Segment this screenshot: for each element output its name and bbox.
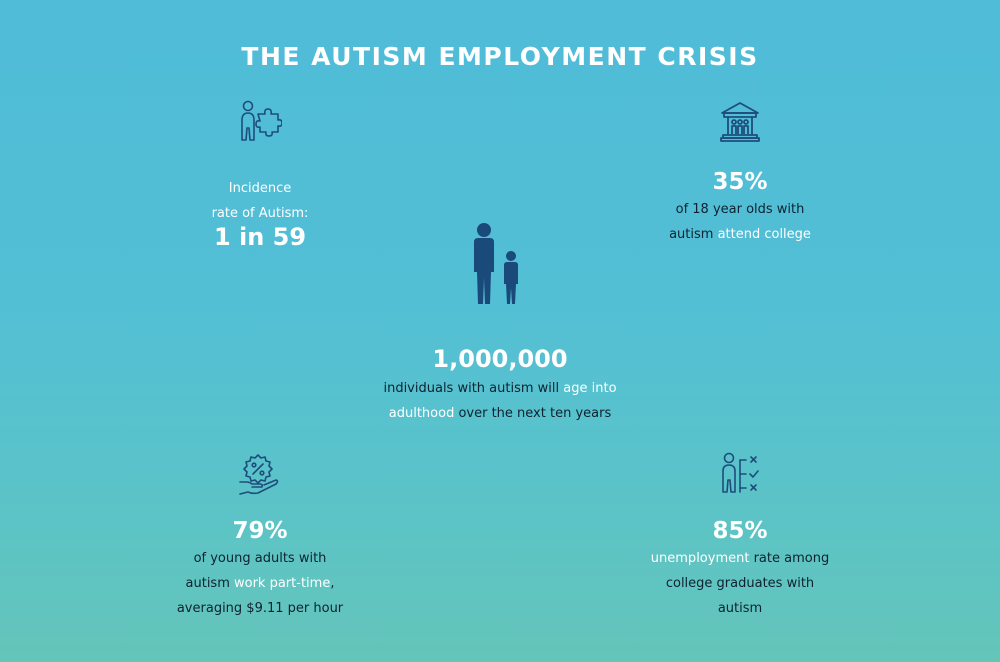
parttime-stat	[120, 516, 400, 621]
adult-and-child-icon	[470, 222, 524, 306]
adulthood-line2	[300, 401, 700, 426]
incidence-stat	[160, 176, 360, 252]
parttime-line2-text: autism	[185, 576, 234, 591]
parttime-highlight: work part-time	[234, 576, 331, 591]
adulthood-highlight-2: adulthood	[388, 406, 455, 421]
incidence-label-line1: Incidence	[228, 181, 292, 196]
unemployment-value: 85%	[712, 518, 768, 544]
parttime-line2-comma: ,	[330, 576, 335, 591]
unemployment-line2: college graduates with	[665, 576, 815, 591]
college-value: 35%	[712, 169, 768, 195]
unemployment-highlight: unemployment	[650, 551, 750, 566]
parttime-value: 79%	[232, 518, 288, 544]
parttime-line3: averaging $9.11 per hour	[176, 601, 344, 616]
unemployment-line3: autism	[717, 601, 763, 616]
person-checklist-icon	[720, 452, 762, 496]
percent-hand-icon	[238, 452, 280, 496]
adulthood-value: 1,000,000	[432, 345, 568, 373]
page-title: THE AUTISM EMPLOYMENT CRISIS	[241, 42, 759, 71]
college-highlight: attend college	[717, 227, 811, 242]
college-line2	[590, 222, 890, 247]
incidence-label-line2: rate of Autism:	[211, 206, 309, 221]
college-line2-text: autism	[669, 227, 718, 242]
parttime-line2	[120, 571, 400, 596]
adulthood-line1	[300, 376, 700, 401]
adulthood-highlight-1: age into	[563, 381, 617, 396]
unemployment-line1-text: rate among	[749, 551, 830, 566]
adulthood-line2-text: over the next ten years	[454, 406, 612, 421]
parttime-line1: of young adults with	[193, 551, 327, 566]
unemployment-line1	[590, 546, 890, 571]
college-building-icon	[720, 101, 760, 143]
college-line1: of 18 year olds with	[675, 202, 805, 217]
unemployment-stat	[590, 516, 890, 621]
college-stat	[590, 167, 890, 247]
adulthood-stat	[300, 342, 700, 426]
person-puzzle-icon	[238, 100, 282, 146]
adulthood-line1-text: individuals with autism will	[383, 381, 564, 396]
incidence-value: 1 in 59	[213, 223, 307, 251]
